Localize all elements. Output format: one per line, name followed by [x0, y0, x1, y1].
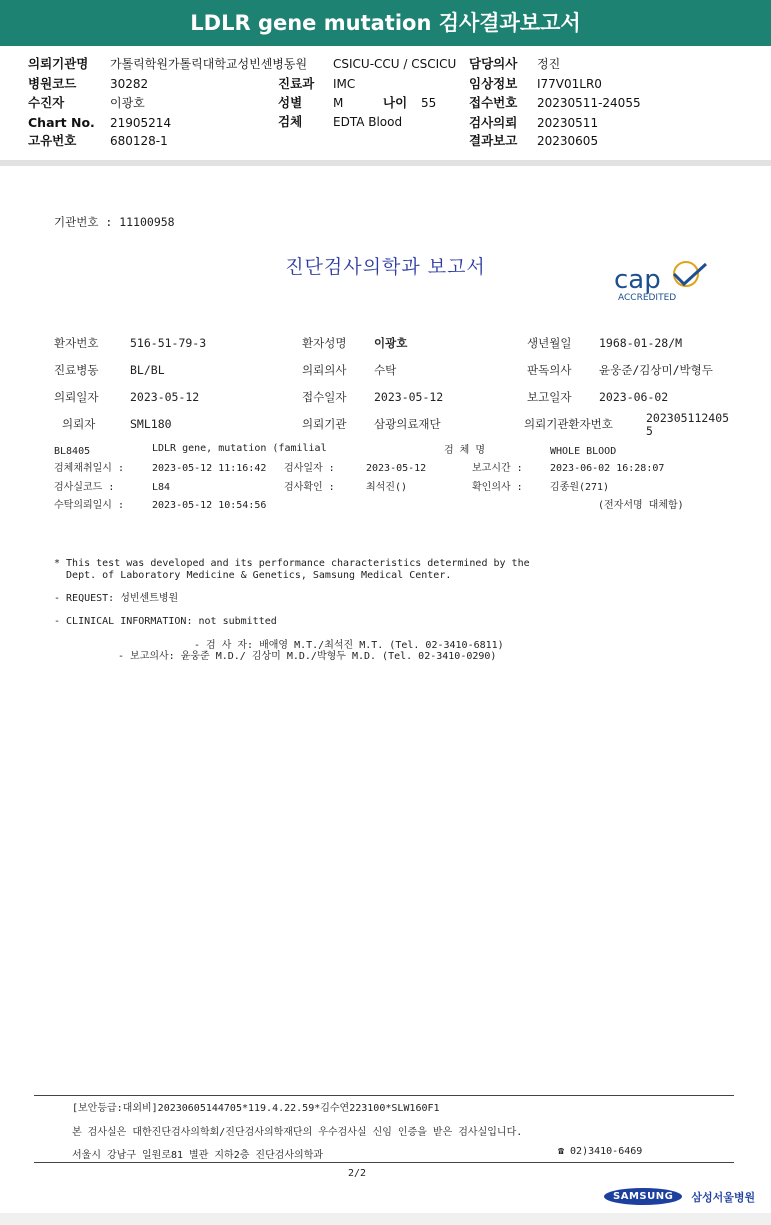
- inst-label: 의뢰기관명: [28, 56, 89, 71]
- specimen-name: WHOLE BLOOD: [550, 446, 617, 457]
- receipt-value: 20230511-24055: [537, 96, 641, 110]
- dob: 1968-01-28/M: [599, 336, 683, 350]
- cap-accredited-logo: [612, 258, 708, 304]
- dept-label: 진료과: [278, 76, 315, 91]
- footer-bottom-rule: [34, 1162, 734, 1163]
- dept-value: IMC: [333, 77, 356, 91]
- confirm-doc: 김종원(271): [550, 482, 610, 493]
- exam-date-label: 검사일자 :: [284, 463, 335, 474]
- chart-value: 21905214: [110, 116, 172, 130]
- rep-time: 2023-06-02 16:28:07: [550, 463, 665, 474]
- clinical-line: - CLINICAL INFORMATION: not submitted: [54, 616, 277, 627]
- reader: 윤웅준/김상미/박형두: [599, 363, 713, 377]
- ward: BL/BL: [130, 363, 165, 377]
- report-banner: LDLR gene mutation 검사결과보고서: [0, 0, 771, 46]
- ward-label: 진료병동: [54, 363, 99, 377]
- sex-value: M: [333, 96, 344, 110]
- hosp-code-value: 30282: [110, 77, 149, 91]
- cap-accredited-text: ACCREDITED: [618, 293, 677, 303]
- receipt-label: 접수번호: [469, 95, 518, 110]
- doctor-value: 정진: [537, 57, 561, 71]
- req-pt-2: 5: [646, 424, 653, 438]
- patient-value: 이광호: [110, 96, 145, 110]
- age-label: 나이: [383, 95, 408, 110]
- req-doctor: 수탁: [374, 363, 397, 377]
- clinical-value: I77V01LR0: [537, 77, 602, 91]
- patient-no: 516-51-79-3: [130, 336, 207, 350]
- commission-label: 수탁의뢰일시 :: [54, 500, 125, 511]
- req-inst: 삼광의료재단: [374, 417, 441, 431]
- samsung-mark: SAMSUNG: [604, 1188, 682, 1205]
- specimen-label: 검체: [278, 114, 303, 129]
- note-line-2: Dept. of Laboratory Medicine & Genetics, Samsung Medical Center.: [54, 570, 452, 581]
- req-inst-label: 의뢰기관: [302, 417, 347, 431]
- ward-value: CSICU-CCU / CSCICU: [333, 57, 457, 71]
- inst-value: 가톨릭학원가톨릭대학교성빈센병동원: [110, 57, 308, 71]
- address-line: 서울시 강남구 일원로81 별관 지하2층 진단검사의학과: [72, 1150, 324, 1161]
- confirm-label: 검사확인 :: [284, 482, 335, 493]
- requester: SML180: [130, 417, 172, 431]
- collect-label: 검체채취일시 :: [54, 463, 125, 474]
- cap-logo-text: cap: [614, 265, 661, 295]
- specimen-name-label: 검 체 명: [444, 445, 486, 456]
- request-label: 검사의뢰: [469, 115, 518, 130]
- note-line-1: * This test was developed and its performance characteristics determined by the: [54, 558, 530, 569]
- cert-line: 본 검사실은 대한진단검사의학회/진단검사의학재단의 우수검사실 신임 인증을 받은 검사실입니다.: [72, 1127, 523, 1138]
- page-number: 2/2: [348, 1168, 367, 1179]
- patient-label: 수진자: [28, 95, 65, 110]
- rep-date: 2023-06-02: [599, 390, 669, 404]
- bottom-gray-band: [0, 1213, 771, 1225]
- room: L84: [152, 482, 171, 493]
- reader-label: 판독의사: [527, 363, 572, 377]
- tester-line: - 검 사 자: 배애영 M.T./최석진 M.T. (Tel. 02-3410-6811): [194, 640, 504, 651]
- cap-check-icon: [674, 264, 706, 284]
- specimen-value: EDTA Blood: [333, 115, 403, 129]
- req-date: 2023-05-12: [130, 390, 200, 404]
- report-label: 결과보고: [469, 133, 518, 148]
- recv-date: 2023-05-12: [374, 390, 444, 404]
- uid-value: 680128-1: [110, 134, 168, 148]
- recv-date-label: 접수일자: [302, 390, 347, 404]
- header-separator: [0, 160, 771, 166]
- confirm-doc-label: 확인의사 :: [472, 482, 523, 493]
- footer-top-rule: [34, 1095, 734, 1096]
- sex-label: 성별: [278, 95, 303, 110]
- dob-label: 생년월일: [527, 336, 572, 350]
- clinical-label: 임상정보: [469, 76, 518, 91]
- request-value: 20230511: [537, 116, 599, 130]
- chart-label: Chart No.: [28, 115, 95, 130]
- hosp-code-label: 병원코드: [28, 76, 77, 91]
- doctor-label: 담당의사: [469, 56, 518, 71]
- phone-line: ☎ 02)3410-6469: [558, 1146, 643, 1157]
- reporter-line: - 보고의사: 윤웅준 M.D./ 김상미 M.D./박형두 M.D. (Tel. 02-3410-0290): [118, 651, 497, 662]
- commission: 2023-05-12 10:54:56: [152, 500, 267, 511]
- report-value: 20230605: [537, 134, 599, 148]
- age-value: 55: [421, 96, 437, 110]
- e-sign: (전자서명 대체함): [598, 500, 684, 511]
- rep-date-label: 보고일자: [527, 390, 572, 404]
- patient-no-label: 환자번호: [54, 336, 99, 350]
- exam-date: 2023-05-12: [366, 463, 427, 474]
- org-number: 기관번호 : 11100958: [54, 215, 175, 229]
- test-name: LDLR gene, mutation (familial: [152, 443, 327, 454]
- req-date-label: 의뢰일자: [54, 390, 99, 404]
- patient-name: 이광호: [374, 336, 408, 350]
- rep-time-label: 보고시간 :: [472, 463, 523, 474]
- security-line: [보안등급:대외비]20230605144705*119.4.22.59*김수연223100*SLW160F1: [72, 1103, 440, 1114]
- report-title: 진단검사의학과 보고서: [285, 256, 486, 278]
- request-line: - REQUEST: 성빈센트병원: [54, 593, 179, 604]
- samsung-hospital-logo: [604, 1186, 755, 1205]
- room-label: 검사실코드 :: [54, 482, 115, 493]
- collect: 2023-05-12 11:16:42: [152, 463, 267, 474]
- req-doctor-label: 의뢰의사: [302, 363, 347, 377]
- samsung-hospital-name: 삼성서울병원: [691, 1190, 756, 1204]
- uid-label: 고유번호: [28, 133, 77, 148]
- test-code: BL8405: [54, 446, 91, 457]
- patient-name-label: 환자성명: [302, 336, 347, 350]
- req-pt-label: 의뢰기관환자번호: [524, 417, 613, 431]
- req-pt-1: 202305112405: [646, 411, 730, 425]
- requester-label: 의뢰자: [62, 417, 96, 431]
- confirm: 최석진(): [366, 482, 408, 493]
